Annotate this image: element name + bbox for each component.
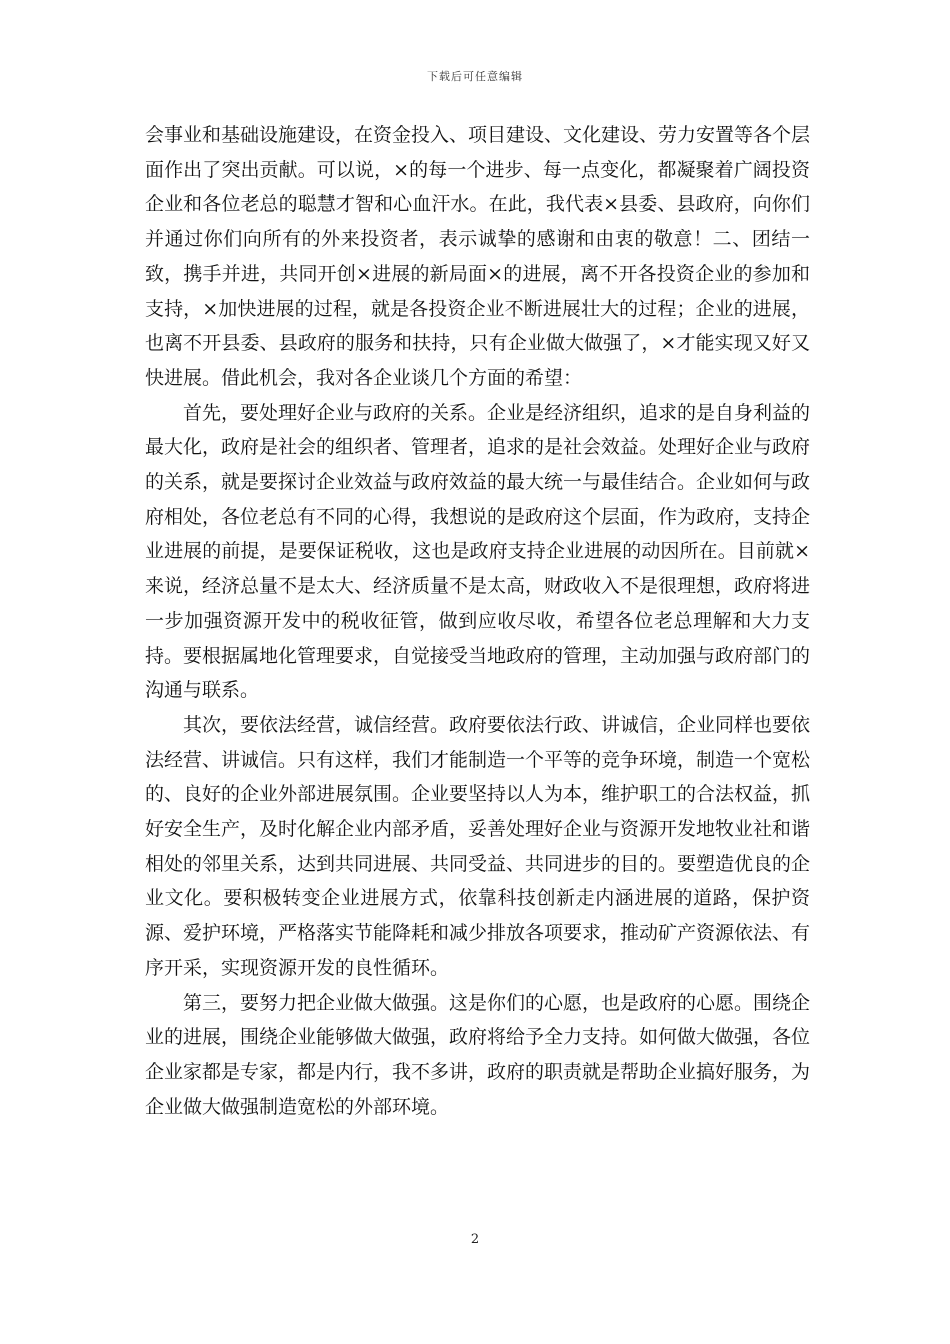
paragraph-first-point: 首先，要处理好企业与政府的关系。企业是经济组织，追求的是自身利益的最大化，政府是社会的组织者、管理者，追求的是社会效益。处理好企业与政府的关系，就是要探讨企业效益与政府效益的最大统一与最佳结合。企业如何与政府相处，各位老总有不同的心得，我想说的是政府这个层面，作为政府，支持企业进展的前提，是要保证税收，这也是政府支持企业进展的动因所在。目前就×来说，经济总量不是太大、经济质量不是太高，财政收入不是很理想，政府将进一步加强资源开发中的税收征管，做到应收尽收，希望各位老总理解和大力支持。要根据属地化管理要求，自觉接受当地政府的管理，主动加强与政府部门的沟通与联系。 xyxy=(145,401,811,702)
document-body xyxy=(145,118,810,1124)
page-header: 下载后可任意编辑 xyxy=(427,70,523,83)
paragraph-third-point: 第三，要努力把企业做大做强。这是你们的心愿，也是政府的心愿。围绕企业的进展，围绕企业能够做大做强，政府将给予全力支持。如何做大做强，各位企业家都是专家，都是内行，我不多讲，政府的职责就是帮助企业搞好服务，为企业做大做强制造宽松的外部环境。 xyxy=(145,991,811,1118)
paragraph-continuation: 会事业和基础设施建设，在资金投入、项目建设、文化建设、劳力安置等各个层面作出了突出贡献。可以说，×的每一个进步、每一点变化，都凝聚着广阔投资企业和各位老总的聪慧才智和心血汗水。在此，我代表×县委、县政府，向你们并通过你们向所有的外来投资者，表示诚挚的感谢和由衷的敬意！二、团结一致，携手并进，共同开创×进展的新局面×的进展，离不开各投资企业的参加和支持，×加快进展的过程，就是各投资企业不断进展壮大的过程；企业的进展，也离不开县委、县政府的服务和扶持，只有企业做大做强了，×才能实现又好又快进展。借此机会，我对各企业谈几个方面的希望： xyxy=(145,124,811,389)
page-number: 2 xyxy=(470,1232,480,1247)
paragraph-second-point: 其次，要依法经营，诚信经营。政府要依法行政、讲诚信，企业同样也要依法经营、讲诚信。只有这样，我们才能制造一个平等的竞争环境，制造一个宽松的、良好的企业外部进展氛围。企业要坚持以人为本，维护职工的合法权益，抓好安全生产，及时化解企业内部矛盾，妥善处理好企业与资源开发地牧业社和谐相处的邻里关系，达到共同进展、共同受益、共同进步的目的。要塑造优良的企业文化。要积极转变企业进展方式，依靠科技创新走内涵进展的道路，保护资源、爱护环境，严格落实节能降耗和减少排放各项要求，推动矿产资源依法、有序开采，实现资源开发的良性循环。 xyxy=(145,713,811,979)
